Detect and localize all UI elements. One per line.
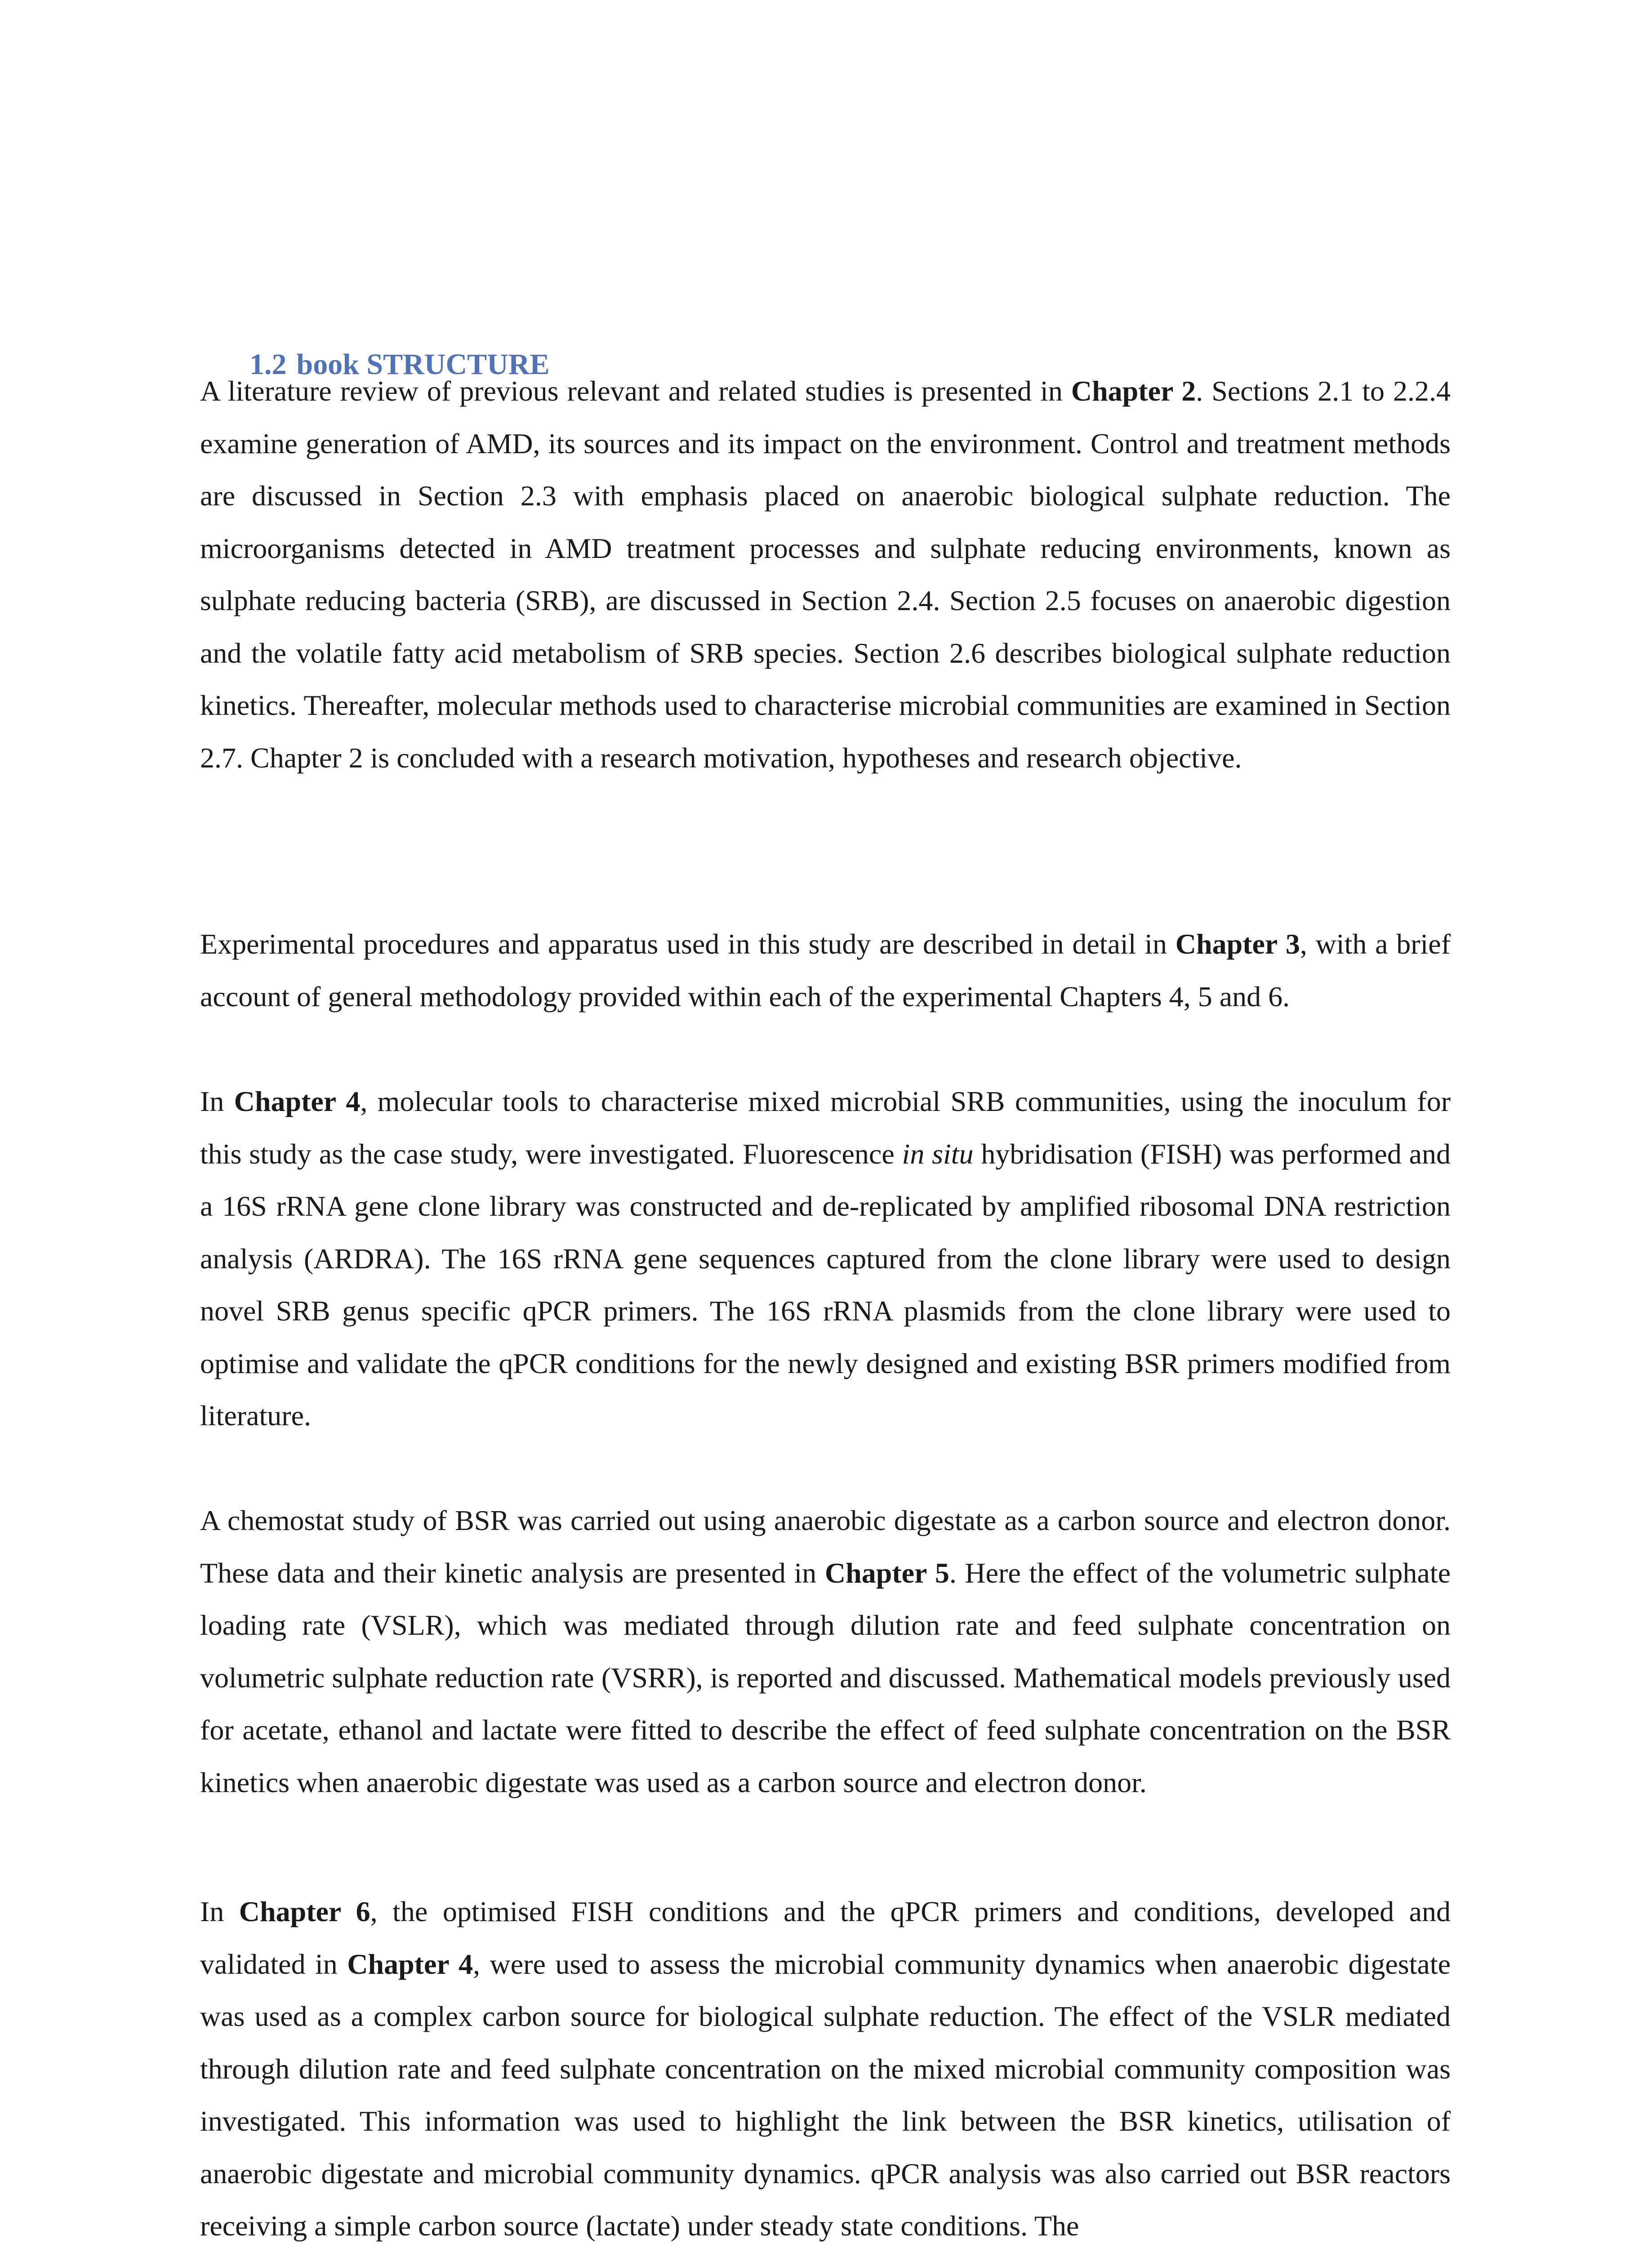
chapter-reference: Chapter 5 xyxy=(824,1557,949,1589)
paragraph-text: In xyxy=(200,1896,239,1927)
chapter-reference: Chapter 3 xyxy=(1175,928,1300,960)
paragraph-literature-review xyxy=(200,365,1451,784)
paragraph-text: . Sections 2.1 to 2.2.4 examine generation of AMD, its sources and its impact on the environment. Control and treatment methods are discussed in Section 2.3 with emphasis placed on anaerobic biological sulphate reduction. The microorganisms detected in AMD treatment processes and sulphate reducing environments, known as sulphate reducing bacteria (SRB), are discussed in Section 2.4. Section 2.5 focuses on anaerobic digestion and the volatile fatty acid metabolism of SRB species. Section 2.6 describes biological sulphate reduction kinetics. Thereafter, molecular methods used to characterise microbial communities are examined in Section 2.7. Chapter 2 is concluded with a research motivation, hypotheses and research objective. xyxy=(200,375,1451,774)
paragraph-chapter-4 xyxy=(200,1075,1451,1442)
paragraph-text: . Here the effect of the volumetric sulphate loading rate (VSLR), which was mediated through dilution rate and feed sulphate concentration on volumetric sulphate reduction rate (VSRR), is reported and discussed. Mathematical models previously used for acetate, ethanol and lactate were fitted to describe the effect of feed sulphate concentration on the BSR kinetics when anaerobic digestate was used as a carbon source and electron donor. xyxy=(200,1557,1451,1798)
paragraph-text: In xyxy=(200,1085,234,1117)
paragraph-text: Experimental procedures and apparatus used in this study are described in detail in xyxy=(200,928,1176,960)
chapter-reference: Chapter 6 xyxy=(239,1896,370,1927)
chapter-reference: Chapter 4 xyxy=(347,1948,473,1980)
italic-term: in situ xyxy=(902,1137,974,1170)
section-number: 1.2 xyxy=(249,348,287,381)
paragraph-text: A chemostat study of BSR was carried out using anaerobic digestate as a carbon source and electron donor. These data and their kinetic analysis are presented in xyxy=(200,1504,1451,1589)
paragraph-text: , with a brief account of general methodology provided within each of the experimental Chapters 4, 5 and 6. xyxy=(200,928,1451,1012)
paragraph-text: , were used to assess the microbial community dynamics when anaerobic digestate was used as a complex carbon source for biological sulphate reduction. The effect of the VSLR mediated through dilution rate and feed sulphate concentration on the mixed microbial community composition was investigated. This information was used to highlight the link between the BSR kinetics, utilisation of anaerobic digestate and microbial community dynamics. qPCR analysis was also carried out BSR reactors receiving a simple carbon source (lactate) under steady state conditions. The xyxy=(200,1948,1451,2242)
section-title: book STRUCTURE xyxy=(296,348,550,381)
paragraph-chapter-6 xyxy=(200,1886,1451,2248)
paragraph-text: A literature review of previous relevant and related studies is presented in xyxy=(200,375,1071,407)
paragraph-text: hybridisation (FISH) was performed and a 16S rRNA gene clone library was constructed and de-replicated by amplified ribosomal DNA restriction analysis (ARDRA). The 16S rRNA gene sequences captured from the clone library were used to design novel SRB genus specific qPCR primers. The 16S rRNA plasmids from the clone library were used to optimise and validate the qPCR conditions for the newly designed and existing BSR primers modified from literature. xyxy=(200,1137,1451,1432)
chapter-reference: Chapter 4 xyxy=(234,1085,361,1117)
paragraph-experimental-procedures xyxy=(200,918,1451,1023)
paragraph-text: , molecular tools to characterise mixed microbial SRB communities, using the inoculum for this study as the case study, were investigated. Fluorescence xyxy=(200,1085,1451,1170)
chapter-reference: Chapter 2 xyxy=(1071,375,1196,407)
paragraph-chapter-5 xyxy=(200,1494,1451,1809)
paragraph-text: , the optimised FISH conditions and the qPCR primers and conditions, developed and validated in xyxy=(200,1896,1451,1980)
